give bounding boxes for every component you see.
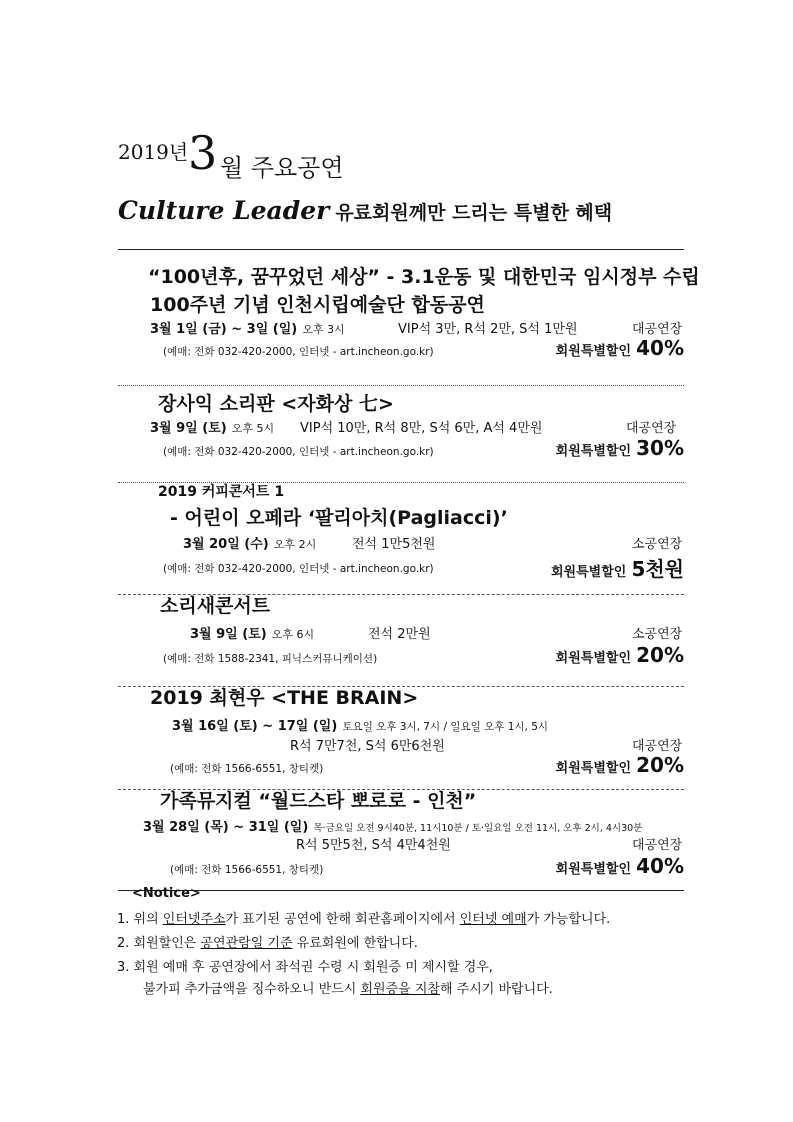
event-6-price: R석 5만5천, S석 4만4천원 (296, 838, 451, 853)
event-1-title-line1: “100년후, 꿈꾸었던 세상” - 3.1운동 및 대한민국 임시정부 수립 (148, 266, 700, 288)
event-3-booking: (예매: 전화 032-420-2000, 인터넷 - art.incheon.go.kr) (163, 563, 434, 575)
discount-label: 회원특별할인 (555, 444, 632, 459)
notice-item-3-line1: 3. 회원 예매 후 공연장에서 좌석권 수령 시 회원증 미 제시할 경우, (117, 960, 493, 975)
event-3-time: 오후 2시 (273, 538, 317, 551)
subtitle-ko: 유료회원께만 드리는 특별한 혜택 (335, 202, 613, 224)
event-2-discount (520, 436, 684, 460)
notice-item-1: 1. 위의 인터넷주소가 표기된 공연에 한해 회관홈페이지에서 인터넷 예매가 가능합니다. (117, 912, 611, 927)
event-6-date: 3월 28일 (목) ~ 31일 (일) (143, 820, 309, 835)
event-6-discount (520, 854, 684, 878)
notice-divider (118, 890, 684, 891)
event-2-time: 오후 5시 (231, 422, 275, 435)
event-2-price: VIP석 10만, R석 8만, S석 6만, A석 4만원 (300, 421, 543, 436)
title-text: 월 주요공연 (220, 154, 344, 182)
event-2-venue: 대공연장 (626, 421, 677, 436)
event-4-price: 전석 2만원 (368, 627, 431, 642)
event-6-title: 가족뮤지컬 “월드스타 뽀로로 - 인천” (160, 790, 477, 812)
discount-label: 회원특별할인 (555, 651, 632, 666)
discount-label: 회원특별할인 (555, 862, 632, 877)
event-6-schedule (143, 816, 642, 835)
event-5-schedule (172, 715, 548, 734)
event-1-price: VIP석 3만, R석 2만, S석 1만원 (398, 322, 578, 337)
event-6-booking: (예매: 전화 1566-6551, 창티켓) (170, 864, 324, 876)
event-1-booking: (예매: 전화 032-420-2000, 인터넷 - art.incheon.go.kr) (163, 346, 434, 358)
event-4-date: 3월 9일 (토) (190, 627, 267, 642)
event-2-booking: (예매: 전화 032-420-2000, 인터넷 - art.incheon.go.kr) (163, 446, 434, 458)
event-1-venue: 대공연장 (632, 322, 683, 337)
discount-value: 30% (636, 436, 684, 460)
discount-value: 20% (636, 643, 684, 667)
event-5-price: R석 7만7천, S석 6만6천원 (290, 739, 445, 754)
event-1-date: 3월 1일 (금) ~ 3일 (일) (150, 322, 298, 337)
discount-label: 회원특별할인 (555, 761, 632, 776)
event-4-time: 오후 6시 (271, 628, 315, 641)
event-5-title: 2019 최현우 <THE BRAIN> (150, 687, 419, 709)
divider (118, 385, 684, 386)
notice-heading: <Notice> (132, 886, 201, 901)
discount-value: 40% (636, 336, 684, 360)
event-5-discount (520, 753, 684, 777)
event-3-date: 3월 20일 (수) (183, 537, 269, 552)
event-1-time: 오후 3시 (302, 323, 345, 336)
event-3-title: - 어린이 오페라 ‘팔리아치(Pagliacci)’ (170, 507, 508, 529)
event-3-pretitle: 2019 커피콘서트 1 (158, 484, 285, 500)
event-4-discount (520, 643, 684, 667)
event-6-time: 목·금요일 오전 9시40분, 11시10분 / 토·일요일 오전 11시, 오후 2시, 4시30분 (313, 823, 643, 834)
event-2-schedule (150, 417, 274, 436)
discount-value: 40% (636, 854, 684, 878)
event-2-title: 장사익 소리판 <자화상 七> (158, 393, 394, 415)
event-2-date: 3월 9일 (토) (150, 421, 227, 436)
event-3-discount (520, 553, 684, 582)
discount-value: 20% (636, 753, 684, 777)
event-3-schedule (183, 533, 316, 552)
event-3-price: 전석 1만5천원 (352, 537, 436, 552)
header-divider (118, 249, 684, 250)
event-4-title: 소리새콘서트 (160, 595, 271, 617)
event-4-booking: (예매: 전화 1588-2341, 피닉스커뮤니케이션) (163, 653, 378, 665)
event-4-schedule (190, 623, 314, 642)
event-3-venue: 소공연장 (632, 537, 683, 552)
event-5-booking: (예매: 전화 1566-6551, 창티켓) (170, 763, 324, 775)
event-1-discount (520, 336, 684, 360)
discount-label: 회원특별할인 (555, 344, 632, 359)
event-4-venue: 소공연장 (632, 627, 683, 642)
event-1-title-line2: 100주년 기념 인천시립예술단 합동공연 (150, 294, 485, 316)
discount-label: 회원특별할인 (550, 565, 627, 580)
notice-item-2: 2. 회원할인은 공연관람일 기준 유료회원에 한합니다. (117, 936, 418, 951)
event-5-time: 토요일 오후 3시, 7시 / 일요일 오후 1시, 5시 (342, 721, 549, 733)
event-6-venue: 대공연장 (632, 838, 683, 853)
event-5-venue: 대공연장 (632, 739, 683, 754)
subtitle (118, 196, 612, 225)
event-5-date: 3월 16일 (토) ~ 17일 (일) (172, 719, 338, 734)
notice-item-3-line2: 불가피 추가금액을 징수하오니 반드시 회원증을 지참해 주시기 바랍니다. (143, 982, 553, 997)
event-1-schedule (150, 318, 345, 337)
title-month: 3 (188, 126, 218, 180)
subtitle-en: Culture Leader (118, 196, 330, 225)
title-year: 2019년 (118, 140, 189, 164)
discount-value: 5천원 (631, 557, 684, 581)
